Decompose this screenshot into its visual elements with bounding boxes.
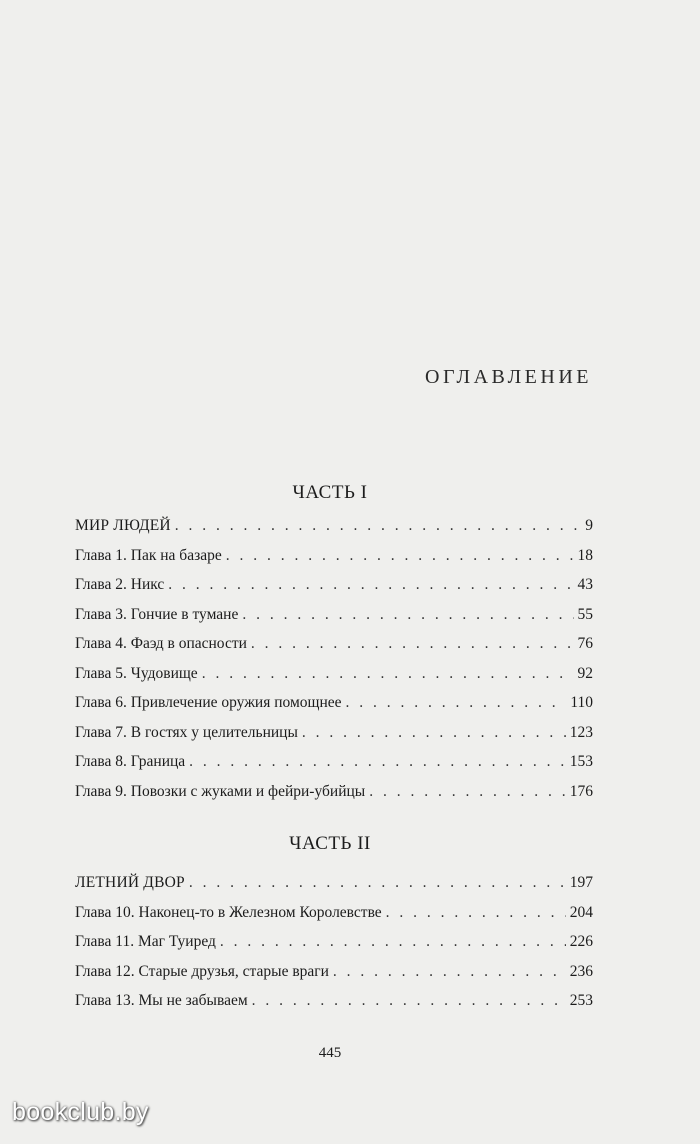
dot-leader — [175, 517, 581, 535]
toc-entry[interactable] — [75, 576, 593, 606]
toc-entry-label: Глава 12. Старые друзья, старые враги — [75, 962, 329, 980]
dot-leader — [189, 874, 566, 892]
dot-leader — [346, 694, 567, 712]
toc-entry-page: 176 — [569, 782, 593, 800]
toc-entry[interactable] — [75, 665, 593, 695]
toc-entry[interactable] — [75, 874, 593, 904]
toc-heading: ОГЛАВЛЕНИЕ — [425, 366, 592, 388]
toc-entry-label: МИР ЛЮДЕЙ — [75, 517, 171, 534]
toc-entry-page: 226 — [569, 933, 593, 950]
toc-entry-label: Глава 5. Чудовище — [75, 664, 198, 682]
dot-leader — [242, 606, 573, 624]
toc-entry-page: 123 — [569, 723, 593, 741]
toc-entry[interactable] — [75, 963, 593, 993]
dot-leader — [189, 753, 566, 771]
toc-entry-label: Глава 3. Гончие в тумане — [75, 605, 239, 623]
toc-entry-page: 18 — [577, 546, 593, 564]
toc-entry-label: Глава 8. Граница — [75, 753, 186, 770]
toc-entry-label: Глава 4. Фаэд в опасности — [75, 635, 247, 652]
toc-entry[interactable] — [75, 992, 593, 1022]
dot-leader — [220, 933, 566, 951]
toc-entry-page: 110 — [570, 694, 593, 711]
toc-entry-label: Глава 9. Повозки с жуками и фейри-убийцы — [75, 782, 366, 800]
toc-entry-page: 76 — [577, 635, 593, 652]
page-number: 445 — [318, 1045, 342, 1061]
dot-leader — [251, 635, 574, 653]
dot-leader — [226, 547, 574, 565]
toc-entry[interactable] — [75, 547, 593, 577]
part-1-title: ЧАСТЬ I — [292, 482, 368, 503]
toc-entry-label: ЛЕТНИЙ ДВОР — [75, 874, 185, 891]
dot-leader — [302, 724, 566, 742]
toc-entry-label: Глава 1. Пак на базаре — [75, 546, 222, 564]
toc-entry[interactable] — [75, 753, 593, 783]
toc-entry-page: 253 — [569, 992, 593, 1009]
toc-entry-page: 153 — [569, 753, 593, 770]
toc-entry[interactable] — [75, 904, 593, 934]
toc-entry-page: 92 — [577, 664, 593, 682]
dot-leader — [386, 904, 566, 922]
toc-entry-label: Глава 7. В гостях у целительницы — [75, 723, 298, 741]
toc-entry-page: 9 — [585, 517, 593, 534]
part-2-title: ЧАСТЬ II — [289, 833, 371, 854]
toc-entry[interactable] — [75, 933, 593, 963]
dot-leader — [369, 783, 566, 801]
toc-entry-page: 43 — [577, 576, 593, 593]
toc-entry-page: 197 — [569, 874, 593, 891]
part-1-toc-list — [75, 517, 593, 812]
dot-leader — [168, 576, 573, 594]
toc-entry[interactable] — [75, 635, 593, 665]
toc-entry-page: 55 — [577, 605, 593, 623]
toc-entry[interactable] — [75, 517, 593, 547]
dot-leader — [252, 992, 566, 1010]
watermark: bookclub.by — [12, 1098, 149, 1126]
toc-entry-label: Глава 11. Маг Туиред — [75, 933, 216, 950]
toc-entry[interactable] — [75, 694, 593, 724]
dot-leader — [202, 665, 574, 683]
toc-entry[interactable] — [75, 783, 593, 813]
part-2-toc-list — [75, 874, 593, 1022]
toc-entry-page: 236 — [569, 962, 593, 980]
toc-entry[interactable] — [75, 606, 593, 636]
toc-entry-label: Глава 13. Мы не забываем — [75, 992, 248, 1009]
dot-leader — [333, 963, 566, 981]
toc-entry-label: Глава 2. Никс — [75, 576, 165, 593]
toc-entry[interactable] — [75, 724, 593, 754]
toc-entry-label: Глава 10. Наконец-то в Железном Королевстве — [75, 903, 382, 921]
toc-entry-label: Глава 6. Привлечение оружия помощнее — [75, 694, 342, 711]
toc-entry-page: 204 — [569, 903, 593, 921]
